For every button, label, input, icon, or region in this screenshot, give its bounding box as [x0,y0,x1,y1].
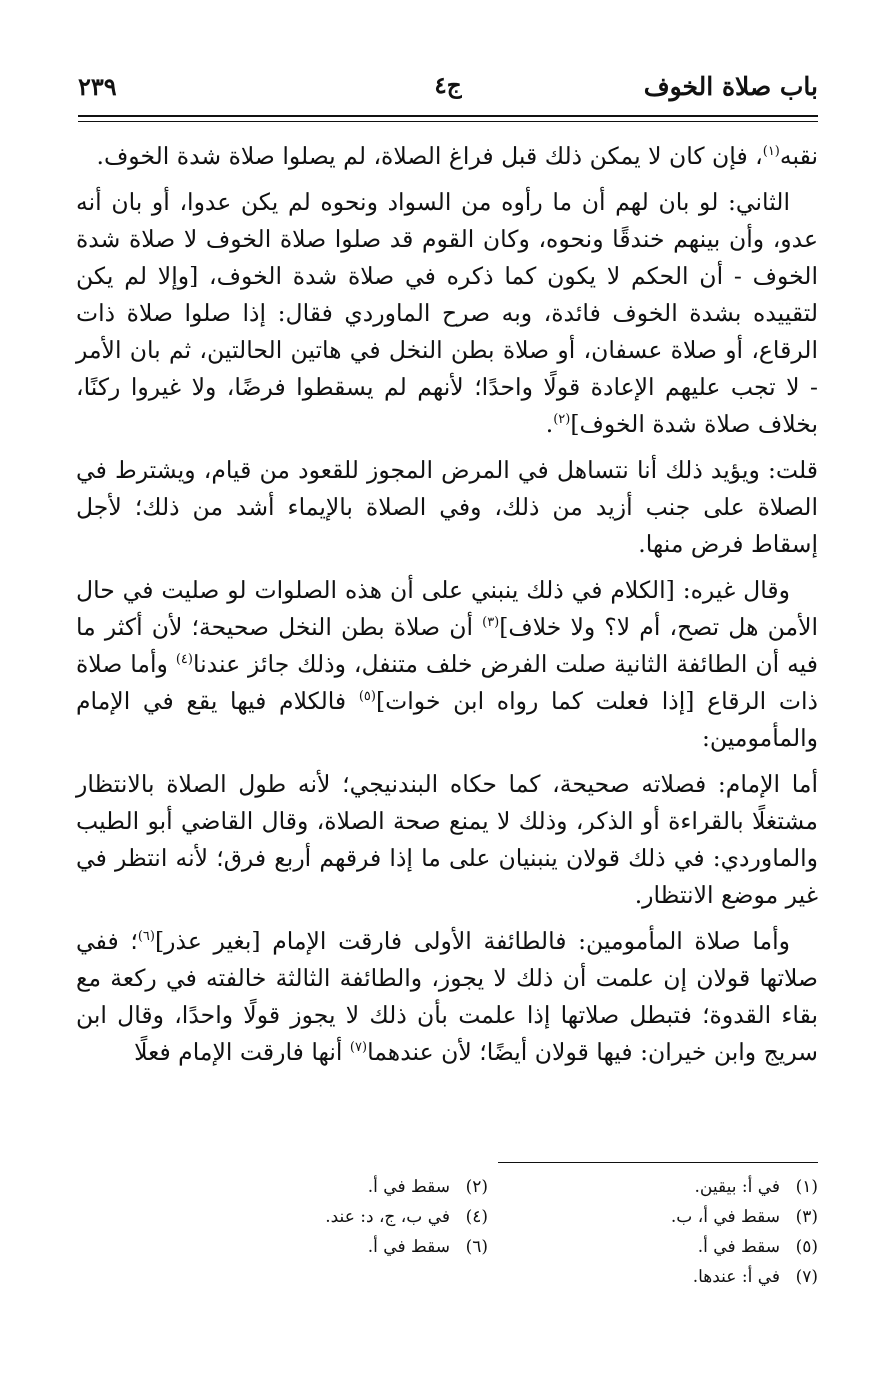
footnote [578,1262,818,1292]
footnote-text: سقط في أ. [367,1237,450,1257]
paragraph [76,923,818,1071]
header-rule-thick [78,115,818,117]
footnote-reference: (٥) [358,689,376,705]
footnote-reference: (١) [762,144,780,160]
text-segment: وقال غيره: [الكلام في ذلك ينبني على أن هذه الصلوات لو صليت في حال الأمن هل تصح، أم لا؟ ولا خلاف] [76,576,819,641]
text-segment: قلت: ويؤيد ذلك أنا نتساهل في المرض المجوز للقعود من قيام، ويشترط في الصلاة على جنب أزيد من ذلك، وفي الصلاة بالإيماء أشد من ذلك؛ لأجل إسقاط فرض منها. [76,456,818,558]
footnote-reference: (٤) [175,652,193,668]
paragraph [76,452,818,563]
footnote-number: (٥) [795,1237,818,1257]
paragraph [76,766,818,914]
footnote [578,1202,818,1232]
footnote [218,1202,488,1232]
footnote-text: في أ: عندها. [692,1267,780,1287]
footnote-text: سقط في أ. [697,1237,780,1257]
footnote-reference: (٧) [349,1040,368,1056]
main-text [76,138,818,1080]
footnote [578,1172,818,1202]
footnote-number: (٦) [465,1237,488,1257]
footnote-text: سقط في أ. [367,1177,450,1197]
footnote-text: في أ: بيقين. [694,1177,780,1197]
footnotes-left-column [218,1172,488,1262]
text-segment: أنها فارقت الإمام فعلًا [134,1038,350,1066]
footnote-reference: (٦) [137,929,155,945]
footnote-number: (٧) [795,1267,818,1287]
page-header [78,68,818,110]
footnote [218,1172,488,1202]
page-number: ٢٣٩ [78,72,117,101]
text-segment: نقبه [779,142,818,170]
footnote-reference: (٢) [553,412,571,428]
footnote [578,1232,818,1262]
paragraph [76,138,818,175]
footnote-text: في ب، ج، د: عند. [325,1207,450,1227]
paragraph [76,572,818,757]
text-segment: أما الإمام: فصلاته صحيحة، كما حكاه البندنيجي؛ لأنه طول الصلاة بالانتظار مشتغلًا بالقراءة أو الذكر، وذلك لا يمنع صحة الصلاة، وقال القاضي أبو الطيب والماوردي: في ذلك قولان ينبنيان على ما إذا فرقهم أربع فرق؛ لأنه انتظر في غير موضع الانتظار. [76,770,818,909]
text-segment: وأما صلاة المأمومين: فالطائفة الأولى فارقت الإمام [بغير عذر] [154,927,790,955]
footnote-number: (٣) [795,1207,818,1227]
footnotes-right-column [578,1172,818,1292]
text-segment: ؛ ففي صلاتها قولان إن علمت أن ذلك لا يجوز، والطائفة الثالثة خالفته في ركعة مع بقاء القدوة؛ فتبطل صلاتها إذا علمت بأن ذلك لا يجوز قولًا واحدًا، وقال ابن سريج وابن خيران: فيها قولان أيضًا؛ لأن عندهما [76,927,818,1066]
text-segment: . [545,410,554,438]
footnote-number: (٢) [465,1177,488,1197]
text-segment: وأما صلاة ذات الرقاع [إذا فعلت كما رواه ابن خوات] [76,650,819,715]
text-segment: الثاني: لو بان لهم أن ما رأوه من السواد ونحوه لم يكن عدوا، أو بان أنه عدو، وأن بينهم خندقًا ونحوه، وكان القوم قد صلوا صلاة الخوف لا صلاة شدة الخوف - أن الحكم لا يكون كما ذكره في صلاة شدة الخوف، [وإلا لم يكن لتقييده بشدة الخوف فائدة، وبه صرح الماوردي فقال: إذا صلوا صلاة ذات الرقاع، أو صلاة عسفان، أو صلاة بطن النخل في هاتين الحالتين، ثم بان الأمر - لا تجب عليهم الإعادة قولًا واحدًا؛ لأنهم لم يسقطوا فرضًا، ولا غيروا ركنًا، بخلاف صلاة شدة الخوف] [76,188,818,438]
paragraph [76,184,818,443]
footnote-text: سقط في أ، ب. [670,1207,780,1227]
text-segment: أن صلاة بطن النخل صحيحة؛ لأن أكثر ما فيه أن الطائفة الثانية صلت الفرض خلف متنفل، وذلك جائز عندنا [76,613,818,678]
chapter-title: باب صلاة الخوف [643,72,818,101]
volume-label: ج٤ [434,72,462,99]
footnote-reference: (٣) [482,615,500,631]
footnote-number: (٤) [465,1207,488,1227]
footnote [218,1232,488,1262]
footnote-number: (١) [795,1177,818,1197]
footnote-separator [498,1162,818,1163]
text-segment: ، فإن كان لا يمكن ذلك قبل فراغ الصلاة، لم يصلوا صلاة شدة الخوف. [96,142,763,170]
header-rule-thin [78,121,818,122]
text-segment: فالكلام فيها يقع في الإمام والمأمومين: [76,687,818,752]
